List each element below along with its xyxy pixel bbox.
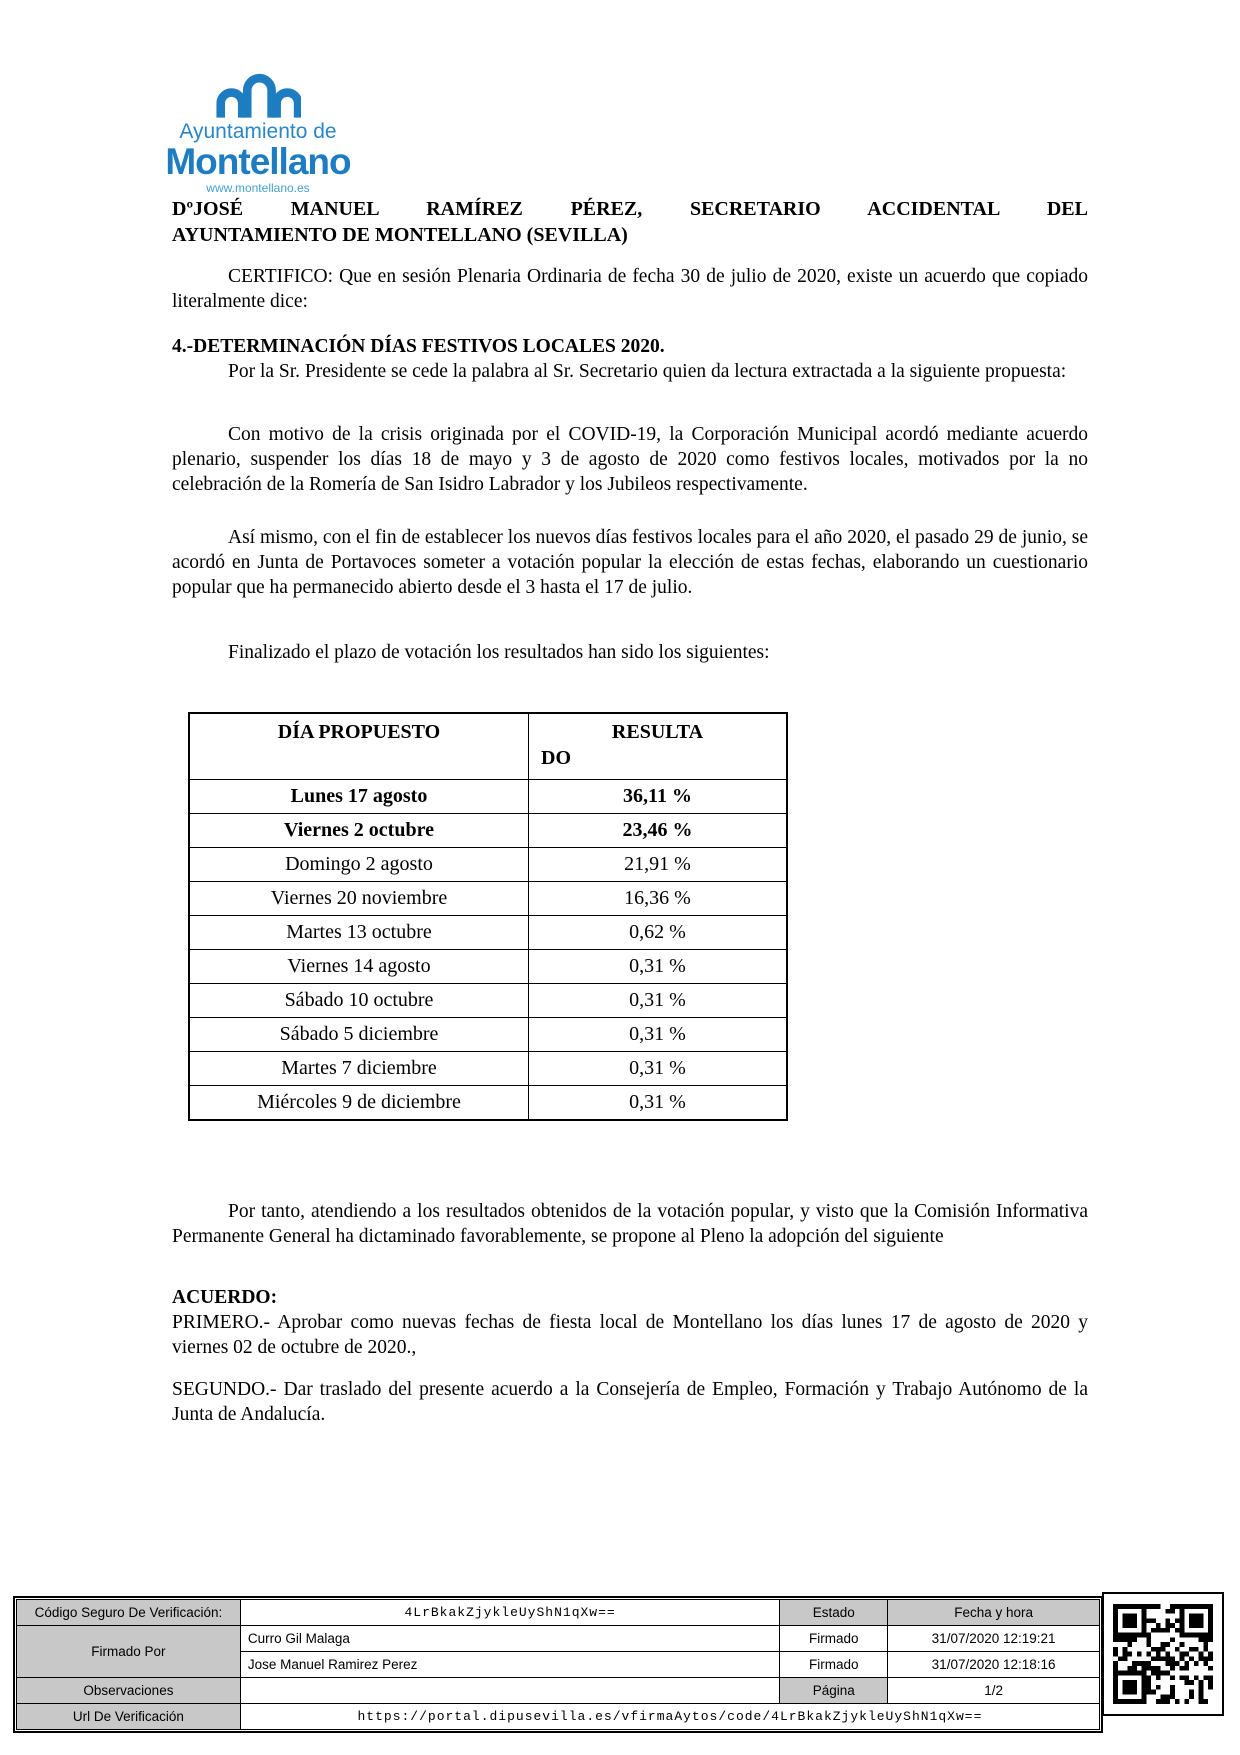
csv-value: 4LrBkakZjykleUyShN1qXw== [240,1600,779,1626]
signer-estado: Firmado [780,1626,888,1652]
result-cell: 0,62 % [529,916,788,950]
day-cell: Domingo 2 agosto [189,848,529,882]
pagina-label: Página [780,1678,888,1704]
day-cell: Lunes 17 agosto [189,780,529,814]
title-line-2: AYUNTAMIENTO DE MONTELLANO (SEVILLA) [172,224,628,246]
result-cell: 0,31 % [529,950,788,984]
result-cell: 0,31 % [529,1052,788,1086]
table-row [189,848,787,882]
day-cell: Miércoles 9 de diciembre [189,1086,529,1121]
fecha-header: Fecha y hora [888,1600,1100,1626]
table-row [189,1052,787,1086]
heading-punto-4: 4.-DETERMINACIÓN DÍAS FESTIVOS LOCALES 2020. [172,336,665,357]
col-header-resultado-line1: RESULTA [611,721,704,743]
signer-fecha: 31/07/2020 12:18:16 [888,1652,1100,1678]
table-row [189,916,787,950]
firmado-por-label: Firmado Por [17,1626,241,1678]
signer-estado: Firmado [780,1652,888,1678]
logo [163,70,353,195]
result-cell: 21,91 % [529,848,788,882]
logo-name: Montellano [165,141,351,182]
footer-row-url [17,1704,1100,1730]
table-row [189,1086,787,1121]
result-cell: 23,46 % [529,814,788,848]
paragraph-certifico: CERTIFICO: Que en sesión Plenaria Ordinaria de fecha 30 de julio de 2020, existe un acuerdo que copiado literalmente dice: [172,266,1088,312]
paragraph-presidente: Por la Sr. Presidente se cede la palabra al Sr. Secretario quien da lectura extractada a la siguiente propuesta: [228,361,1067,382]
table-row [189,984,787,1018]
paragraph-finalizado: Finalizado el plazo de votación los resultados han sido los siguientes: [228,642,770,663]
arches-icon [215,70,301,118]
estado-header: Estado [780,1600,888,1626]
day-cell: Viernes 2 octubre [189,814,529,848]
observaciones-label: Observaciones [17,1678,241,1704]
day-cell: Viernes 14 agosto [189,950,529,984]
day-cell: Martes 7 diciembre [189,1052,529,1086]
day-cell: Martes 13 octubre [189,916,529,950]
table-row [189,882,787,916]
qr-code [1102,1592,1224,1716]
day-cell: Sábado 10 octubre [189,984,529,1018]
url-label: Url De Verificación [17,1704,241,1730]
result-cell: 0,31 % [529,1018,788,1052]
logo-url: www.montellano.es [206,181,310,195]
document-body [172,196,1088,1427]
signer-name: Jose Manuel Ramirez Perez [240,1652,779,1678]
results-table-header [189,713,787,780]
col-header-resultado-line2: DO [541,747,571,769]
footer-row-csv [17,1600,1100,1626]
footer-row-signer [17,1626,1100,1652]
col-header-resultado [529,713,788,780]
table-row [189,950,787,984]
result-cell: 36,11 % [529,780,788,814]
result-cell: 16,36 % [529,882,788,916]
day-cell: Viernes 20 noviembre [189,882,529,916]
paragraph-portanto: Por tanto, atendiendo a los resultados obtenidos de la votación popular, y visto que la Comisión Informativa Permanente General ha dictaminado favorablemente, se propone al Pleno la adopción del siguiente [172,1201,1088,1247]
col-header-dia: DÍA PROPUESTO [189,713,529,780]
paragraph-primero: PRIMERO.- Aprobar como nuevas fechas de fiesta local de Montellano los días lunes 17 de agosto de 2020 y viernes 02 de octubre de 2020., [172,1312,1088,1358]
result-cell: 0,31 % [529,1086,788,1121]
paragraph-covid: Con motivo de la crisis originada por el COVID-19, la Corporación Municipal acordó mediante acuerdo plenario, suspender los días 18 de mayo y 3 de agosto de 2020 como festivos locales, motivados por la no celebración de la Romería de San Isidro Labrador y los Jubileos respectivamente. [172,424,1088,495]
table-row [189,1018,787,1052]
verification-footer [13,1596,1103,1733]
results-table [188,712,788,1121]
footer-row-observaciones [17,1678,1100,1704]
paragraph-asimismo: Así mismo, con el fin de establecer los nuevos días festivos locales para el año 2020, el pasado 29 de junio, se acordó en Junta de Portavoces someter a votación popular la elección de estas fechas, elaborando un cuestionario popular que ha permanecido abierto desde el 3 hasta el 17 de julio. [172,527,1088,598]
result-cell: 0,31 % [529,984,788,1018]
csv-label: Código Seguro De Verificación: [17,1600,241,1626]
paragraph-segundo: SEGUNDO.- Dar traslado del presente acuerdo a la Consejería de Empleo, Formación y Trabajo Autónomo de la Junta de Andalucía. [172,1379,1088,1425]
observaciones-value [240,1678,779,1704]
title-line-1: DºJOSÉ MANUEL RAMÍREZ PÉREZ, SECRETARIO ACCIDENTAL DEL [172,198,1088,220]
day-cell: Sábado 5 diciembre [189,1018,529,1052]
table-row [189,780,787,814]
signer-name: Curro Gil Malaga [240,1626,779,1652]
table-row [189,814,787,848]
signer-fecha: 31/07/2020 12:19:21 [888,1626,1100,1652]
pagina-value: 1/2 [888,1678,1100,1704]
logo-org-line: Ayuntamiento de [179,120,337,143]
heading-acuerdo: ACUERDO: [172,1287,278,1308]
url-value: https://portal.dipusevilla.es/vfirmaAytos/code/4LrBkakZjykleUyShN1qXw== [240,1704,1099,1730]
document-title [172,196,1088,248]
